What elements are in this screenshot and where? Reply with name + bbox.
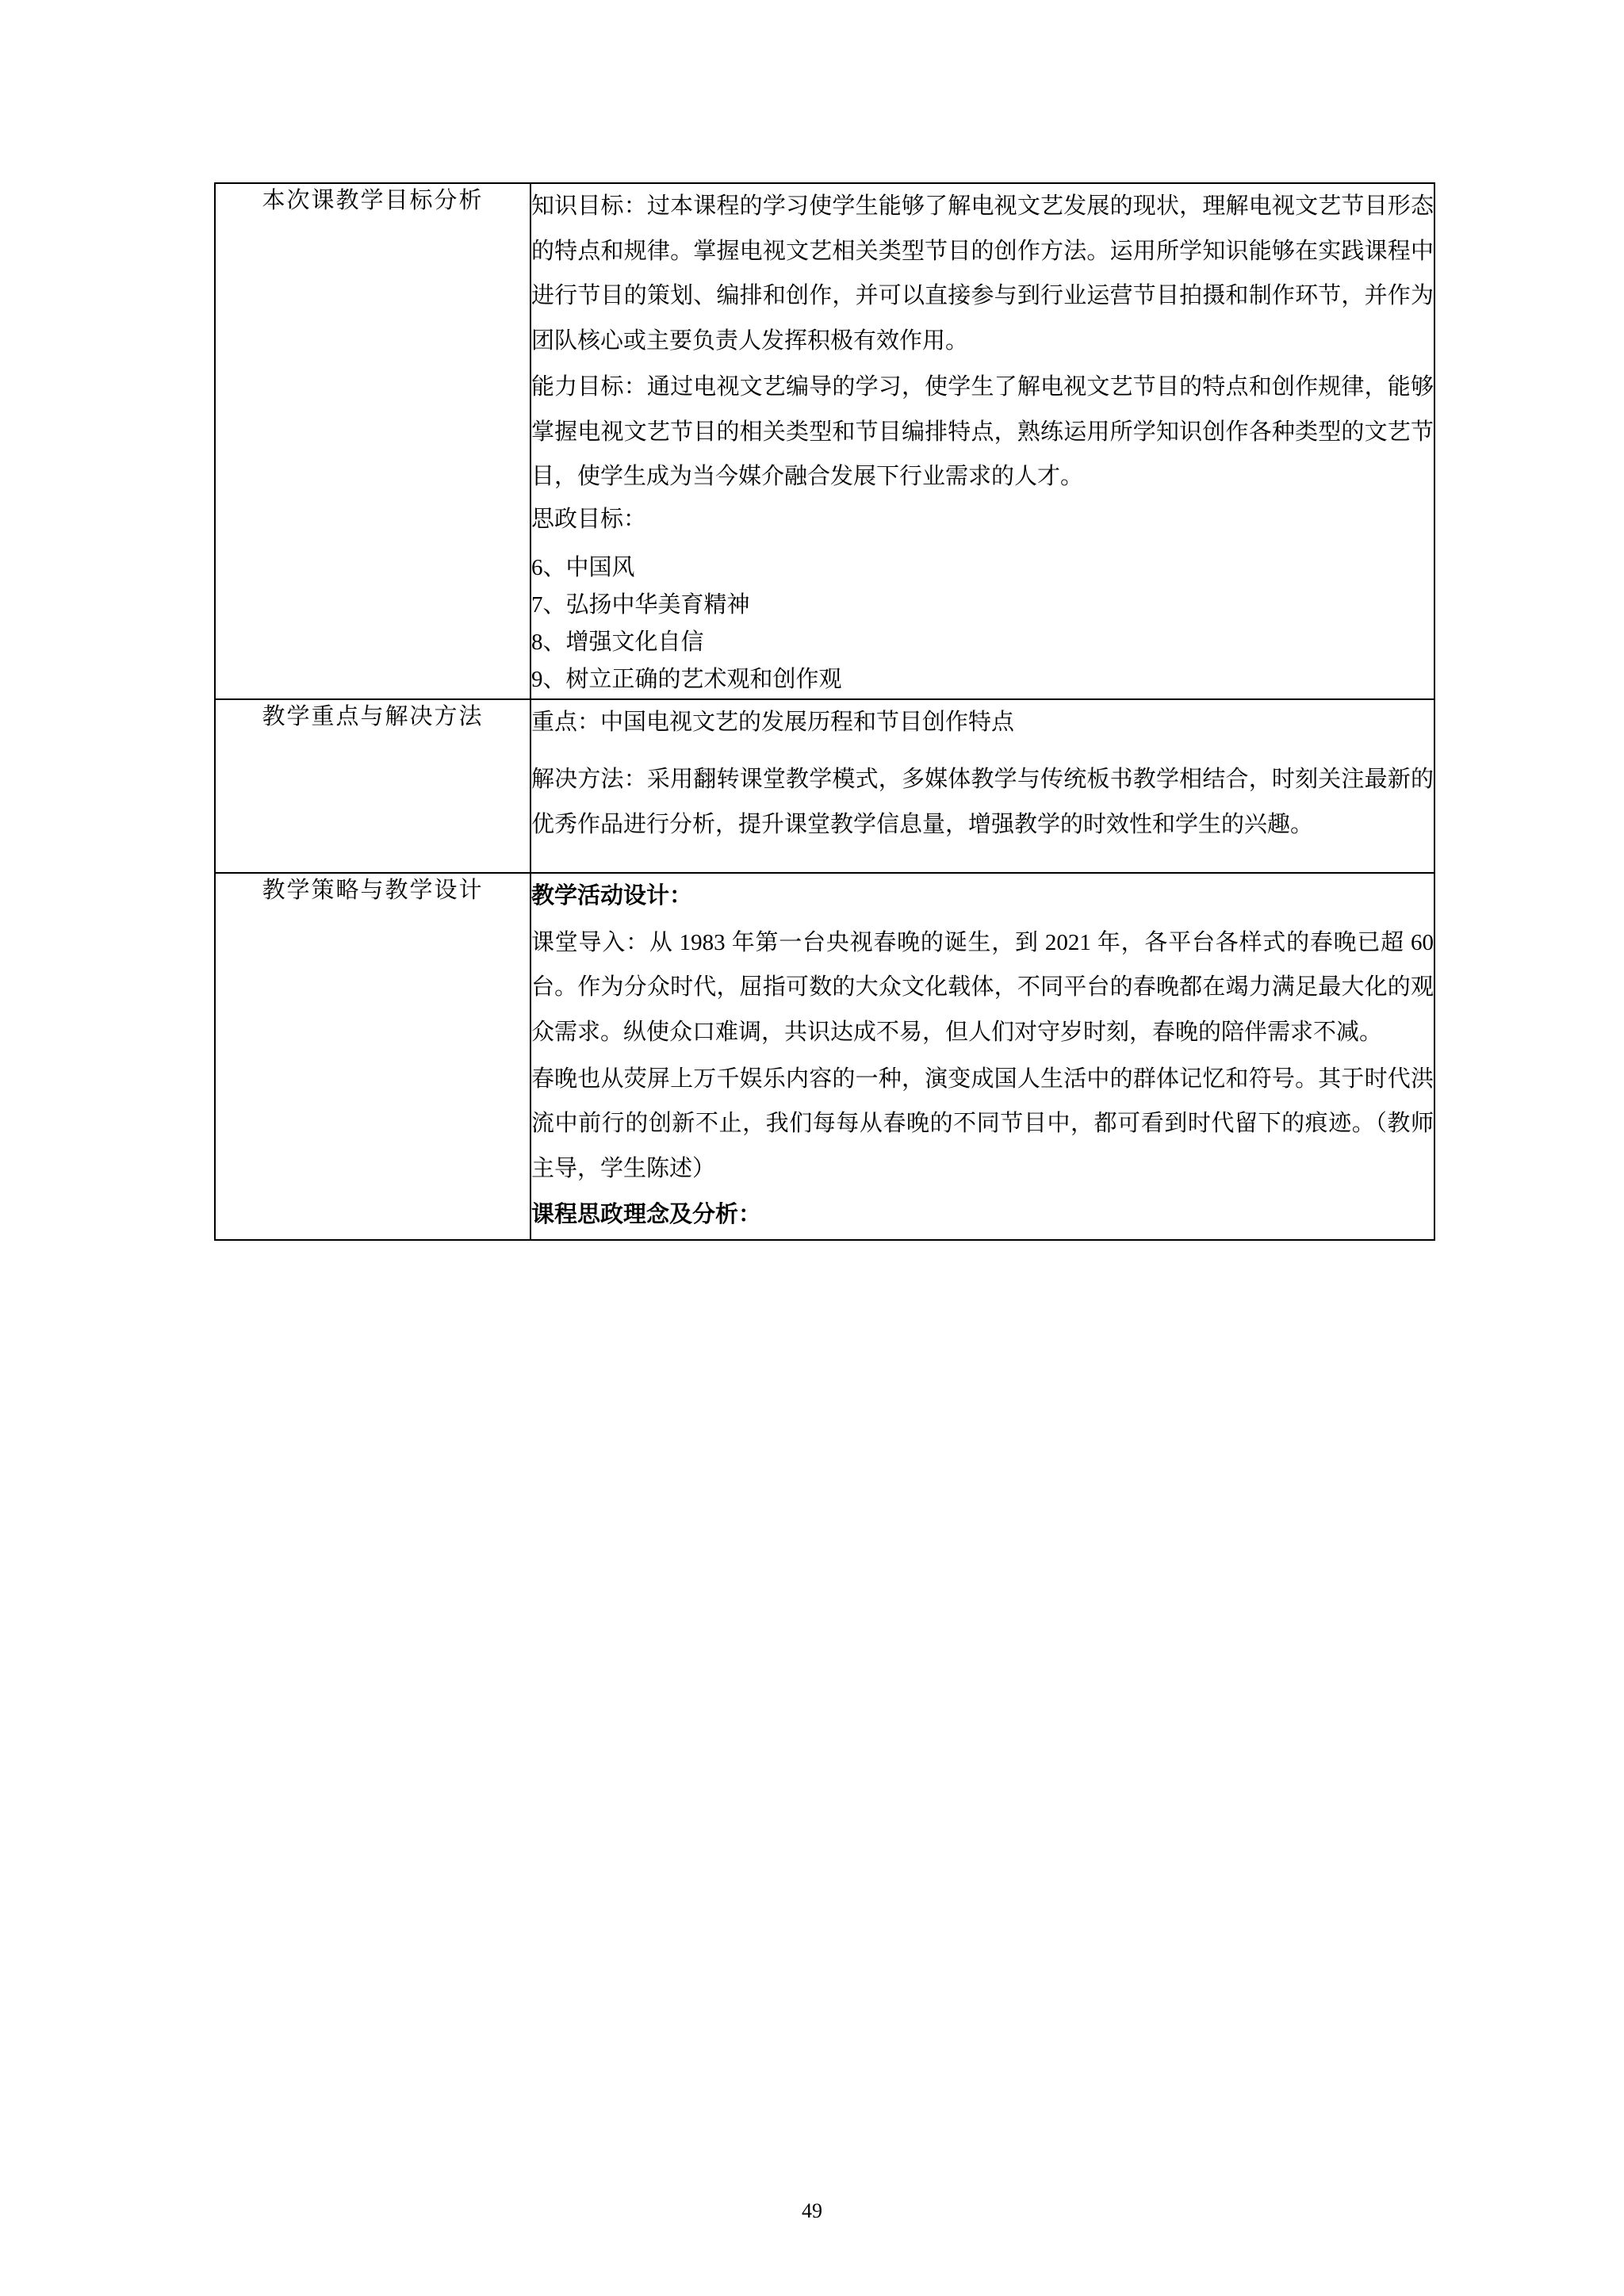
row-label-strategy bbox=[215, 873, 530, 1239]
table-row bbox=[215, 183, 1434, 699]
label-text: 本次课教学目标分析 bbox=[262, 188, 484, 213]
paragraph-ideology-objective-title: 思政目标： bbox=[531, 506, 647, 532]
label-text: 教学策略与教学设计 bbox=[262, 878, 484, 904]
heading-teaching-activity-design: 教学活动设计： bbox=[531, 883, 693, 909]
row-content-strategy bbox=[530, 873, 1434, 1239]
row-label-key-points bbox=[215, 699, 530, 874]
heading-ideological-concept: 课程思政理念及分析： bbox=[531, 1202, 762, 1228]
row-label-objectives bbox=[215, 183, 530, 699]
list-item: 7、弘扬中华美育精神 bbox=[531, 591, 750, 618]
paragraph-class-introduction: 课堂导入：从 1983 年第一台央视春晚的诞生，到 2021 年，各平台各样式的春晚已超 60 台。作为分众时代，屈指可数的大众文化载体，不同平台的春晚都在竭力满足最大化的观众需求。纵使众口难调，共识达成不易，但人们对守岁时刻，春晚的陪伴需求不减。 bbox=[531, 929, 1434, 1045]
paragraph-knowledge-objective: 知识目标：过本课程的学习使学生能够了解电视文艺发展的现状，理解电视文艺节目形态的特点和规律。掌握电视文艺相关类型节目的创作方法。运用所学知识能够在实践课程中进行节目的策划、编排和创作，并可以直接参与到行业运营节目拍摄和制作环节，并作为团队核心或主要负责人发挥积极有效作用。 bbox=[531, 193, 1434, 354]
paragraph-solution-method: 解决方法：采用翻转课堂教学模式，多媒体教学与传统板书教学相结合，时刻关注最新的优秀作品进行分析，提升课堂教学信息量，增强教学的时效性和学生的兴趣。 bbox=[531, 767, 1434, 837]
list-item: 8、增强文化自信 bbox=[531, 629, 704, 655]
row-content-objectives bbox=[530, 183, 1434, 699]
paragraph-ability-objective: 能力目标：通过电视文艺编导的学习，使学生了解电视文艺节目的特点和创作规律，能够掌握电视文艺节目的相关类型和节目编排特点，熟练运用所学知识创作各种类型的文艺节目，使学生成为当今媒介融合发展下行业需求的人才。 bbox=[531, 374, 1434, 490]
paragraph-spring-festival-gala: 春晚也从荧屏上万千娱乐内容的一种，演变成国人生活中的群体记忆和符号。其于时代洪流中前行的创新不止，我们每每从春晚的不同节目中，都可看到时代留下的痕迹。（教师主导，学生陈述） bbox=[531, 1066, 1434, 1181]
page-number: 49 bbox=[802, 2199, 822, 2222]
label-text: 教学重点与解决方法 bbox=[262, 703, 484, 729]
table-row bbox=[215, 873, 1434, 1239]
row-content-key-points bbox=[530, 699, 1434, 874]
table-row bbox=[215, 699, 1434, 874]
paragraph-key-point: 重点：中国电视文艺的发展历程和节目创作特点 bbox=[531, 709, 1015, 735]
list-item: 6、中国风 bbox=[531, 554, 635, 580]
list-item: 9、树立正确的艺术观和创作观 bbox=[531, 666, 842, 692]
lesson-plan-table bbox=[214, 182, 1435, 1241]
